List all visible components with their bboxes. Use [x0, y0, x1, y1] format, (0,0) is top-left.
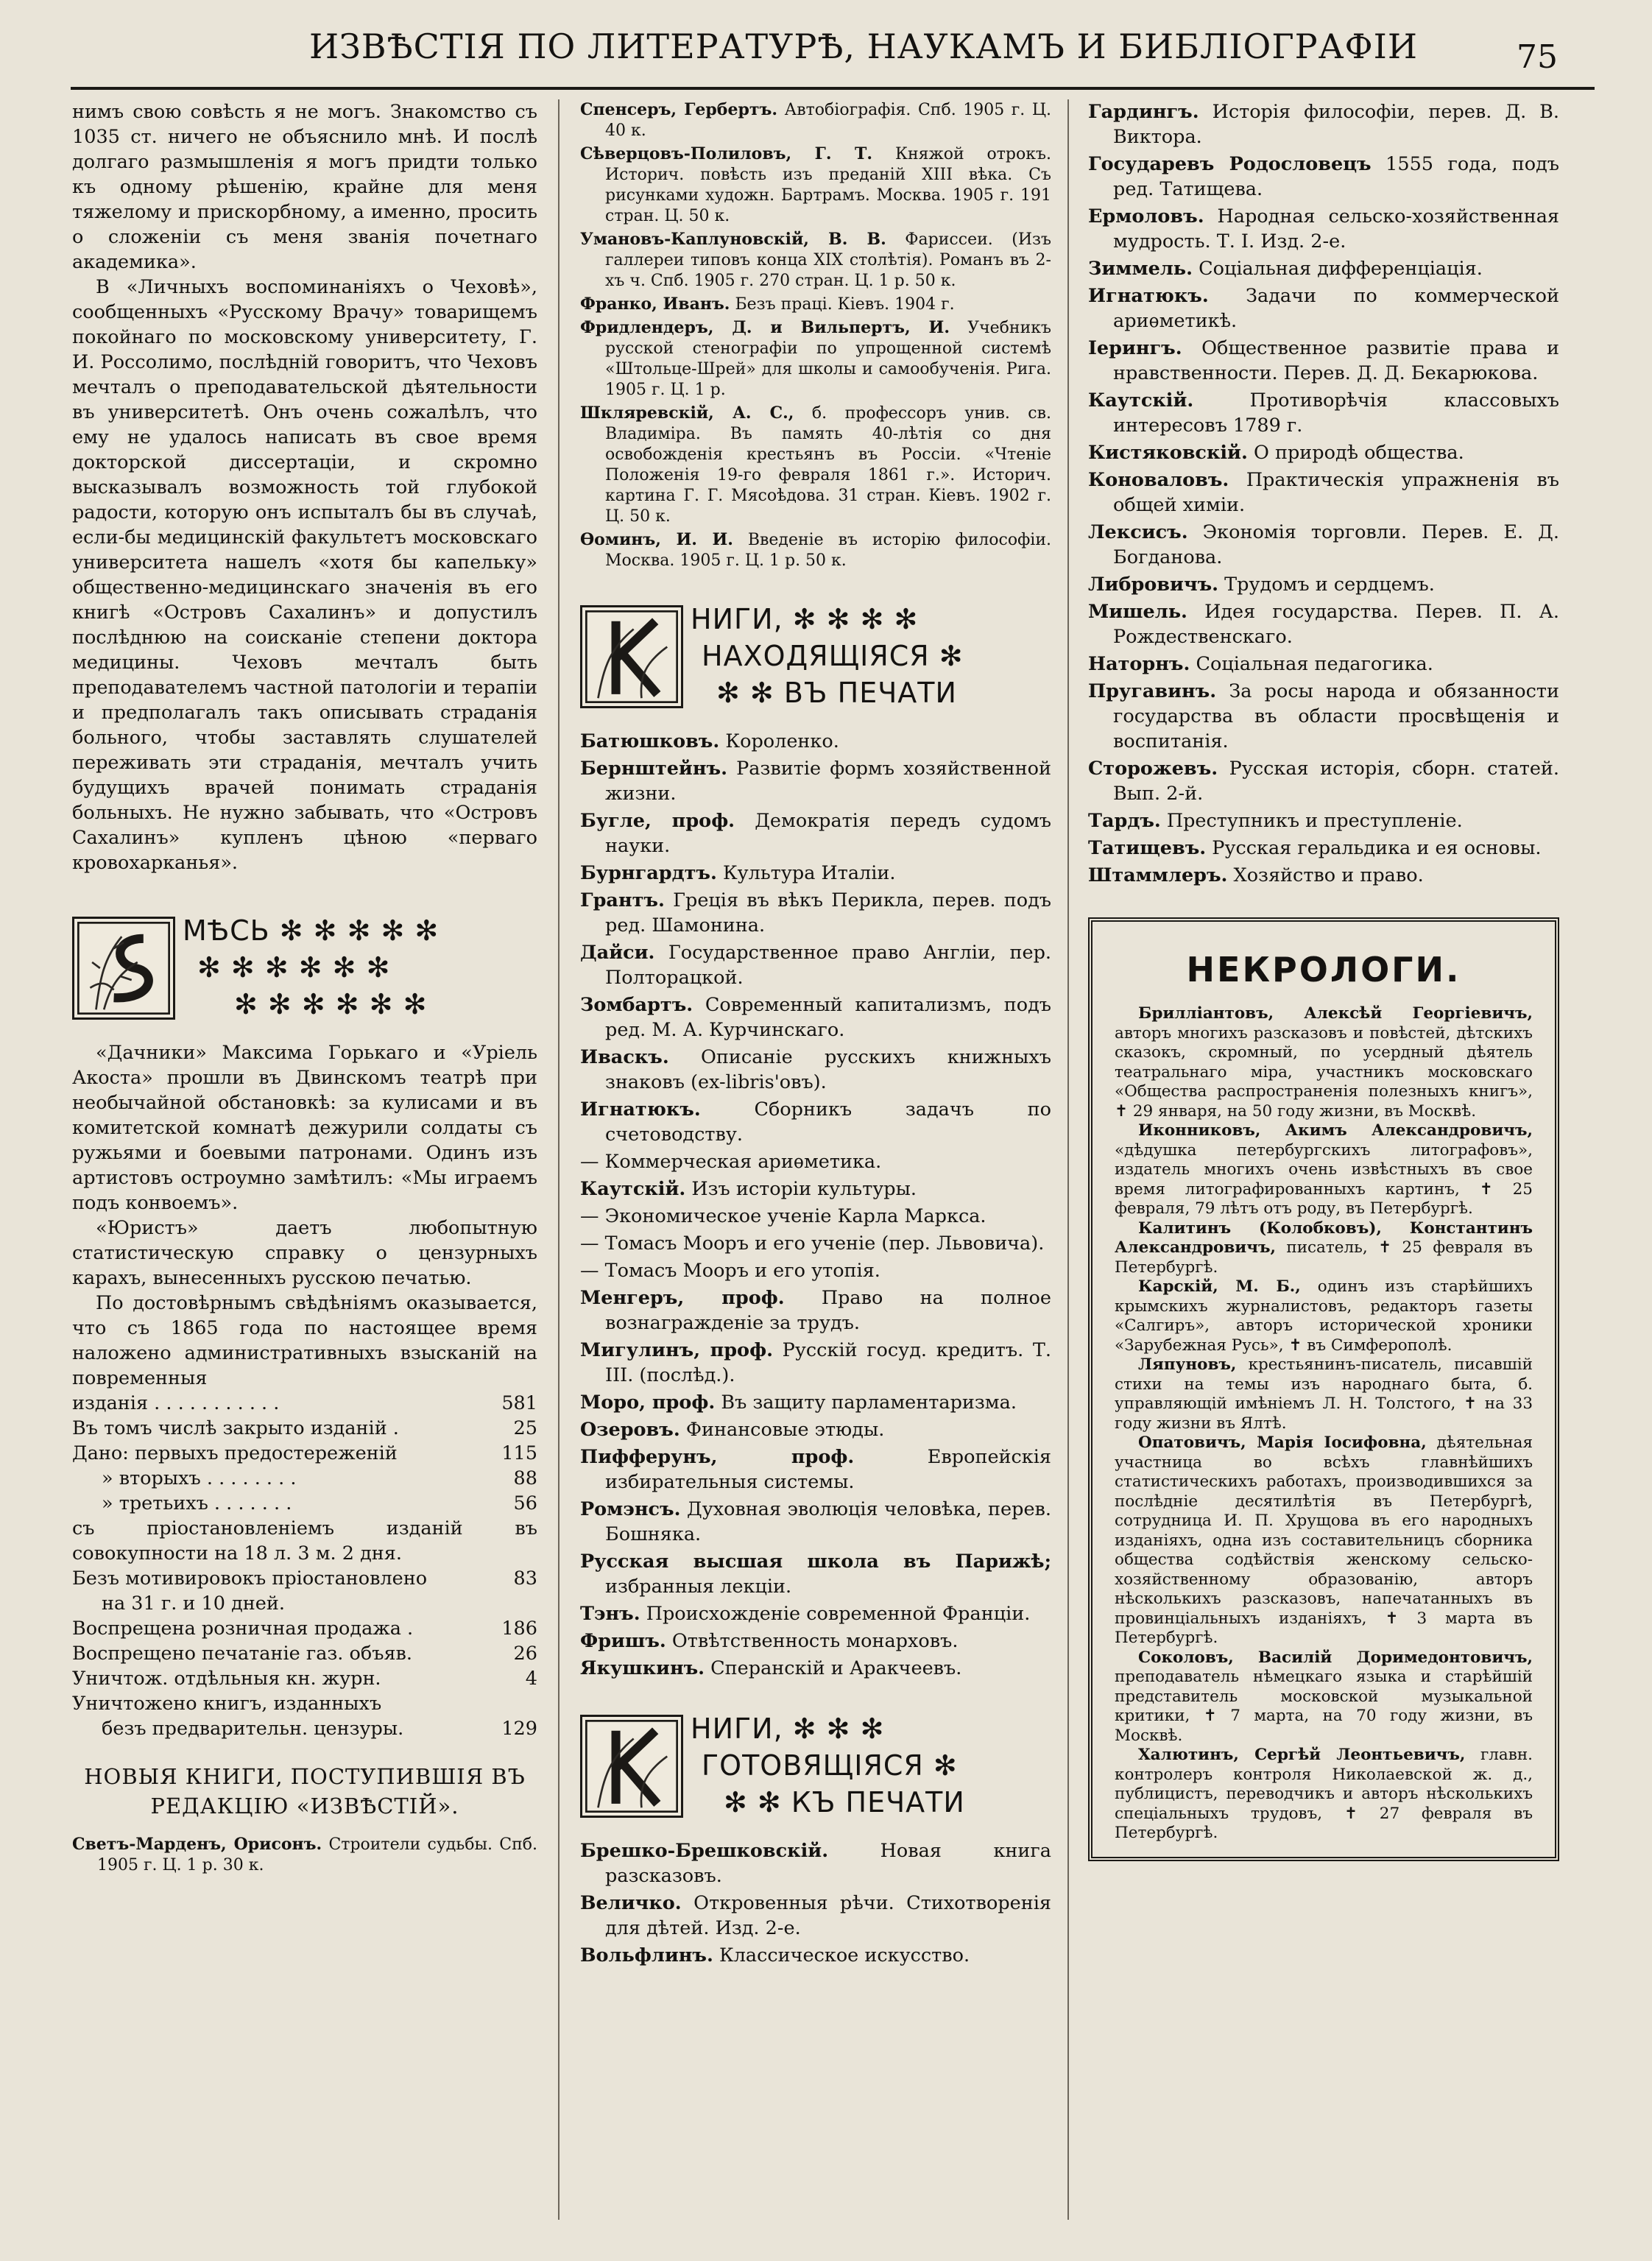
necrology-entry: Опатовичъ, Марія Іосифовна, дѣятельная участница во всѣхъ главнѣйшихъ статистическихъ работахъ, производившихся за послѣдніе десятилѣтія въ Петербургѣ, сотрудница И. П. Хрущова въ его народныхъ изданіяхъ, одна изъ составительницъ сборника общества содѣйствія женскому сельско-хозяйственному образованію, авторъ нѣсколькихъ разсказовъ, напечатанныхъ въ провинціальныхъ изданіяхъ, ✝ 3 марта въ Петербургѣ.	[1115, 1433, 1533, 1647]
column-divider	[1067, 99, 1069, 2220]
book-entry: Коноваловъ. Практическія упражненія въ общей химіи.	[1088, 469, 1559, 516]
book-entry: Игнатюкъ. Сборникъ задачъ по счетоводству.	[580, 1098, 1051, 1146]
book-entry: Величко. Откровенныя рѣчи. Стихотворенія для дѣтей. Изд. 2-е.	[580, 1892, 1051, 1939]
plant-ornament-icon	[582, 607, 681, 706]
stat-row: » третьихъ . . . . . . . 56	[102, 1492, 537, 1514]
chekhov-paragraph: В «Личныхъ воспоминаніяхъ о Чеховѣ», сообщенныхъ «Русскому Врачу» товарищемъ покойнаго по московскому университету, Г. И. Россолимо, послѣдній говоритъ, что Чеховъ мечталъ о преподавательской дѣятельности въ университетѣ. Онъ очень сожалѣлъ, что ему не удалось написать въ свое время докторской диссертаціи, и скромно высказывалъ возможность той глубокой радости, которую онъ испыталъ бы въ случаѣ, если-бы медицинскій факультетъ московскаго университета нашелъ «хотя бы капельку» общественно-медицинскаго значенія въ его книгѣ «Островъ Сахалинъ» и допустилъ послѣднюю на соисканіе степени доктора медицины. Чеховъ мечталъ быть преподавателемъ частной патологіи и терапіи и предполагалъ такъ описывать страданія больного, чтобы заставлять слушателей переживать эти страданія, мечталъ учить будущихъ врачей понимать страданія больныхъ. Не нужно забывать, что «Островъ Сахалинъ» купленъ цѣною «перваго кровохарканья».	[72, 276, 537, 874]
book-entry: Іерингъ. Общественное развитіе права и нравственности. Перев. Д. Д. Бекарюкова.	[1088, 337, 1559, 384]
running-title: ИЗВѢСТІЯ ПО ЛИТЕРАТУРѢ, НАУКАМЪ И БИБЛІОГРАФІИ	[309, 27, 1418, 66]
book-entry: Франко, Иванъ. Безъ працi. Кіевъ. 1904 г.	[580, 294, 955, 314]
book-entry: Тэнъ. Происхожденіе современной Франціи.	[580, 1603, 1031, 1625]
column-3	[1088, 99, 1559, 1861]
ornament-initial-k	[580, 605, 683, 708]
plant-ornament-icon	[74, 919, 173, 1017]
book-entry: Тардъ. Преступникъ и преступленіе.	[1088, 810, 1463, 832]
necrology-entry: Халютинъ, Сергѣй Леонтьевичъ, главн. контролеръ контроля Николаевской ж. д., публицистъ, переводчикъ и авторъ нѣсколькихъ спеціальныхъ трудовъ, ✝ 27 февраля въ Петербургѣ.	[1115, 1746, 1533, 1842]
book-entry: Ермоловъ. Народная сельско-хозяйственная мудрость. Т. I. Изд. 2-е.	[1088, 205, 1559, 253]
column-divider	[558, 99, 560, 2220]
necrology-box	[1088, 917, 1559, 1861]
stat-row: Уничтож. отдѣльныя кн. журн. 4	[72, 1668, 537, 1690]
book-entry: Зиммель. Соціальная дифференціація.	[1088, 258, 1483, 280]
preparing-list-continued	[1088, 99, 1559, 888]
necrology-entry: Соколовъ, Василій Доримедонтовичъ, преподаватель нѣмецкаго языка и старѣйшій представитель московской музыкальной критики, ✝ 7 марта, на 70 году жизни, въ Москвѣ.	[1115, 1648, 1533, 1745]
preparing-header-line1: НИГИ, ✻ ✻ ✻	[691, 1712, 885, 1745]
book-entry: Светъ-Марденъ, Орисонъ. Строители судьбы. Спб. 1905 г. Ц. 1 р. 30 к.	[72, 1835, 537, 1874]
book-entry: Ромэнсъ. Духовная эволюція человѣка, перев. Бошняка.	[580, 1498, 1051, 1545]
stat-row: Воспрещено печатаніе газ. объяв. 26	[72, 1643, 537, 1665]
stats-intro: По достовѣрнымъ свѣдѣніямъ оказывается, что съ 1865 года по настоящее время наложено административныхъ взысканій на повременныя	[72, 1292, 537, 1389]
book-entry: Пифферунъ, проф. Европейскія избирательныя системы.	[580, 1446, 1051, 1493]
smes-header-line3: ✻ ✻ ✻ ✻ ✻ ✻	[234, 988, 428, 1020]
smes-section-header	[72, 914, 537, 1033]
preparing-section-header	[580, 1712, 1051, 1831]
book-entry: Гардингъ. Исторія философіи, перев. Д. В. Виктора.	[1088, 101, 1559, 148]
column-1	[72, 99, 537, 1878]
page-number: 75	[1517, 38, 1558, 76]
book-entry: Мишель. Идея государства. Перев. П. А. Рождественскаго.	[1088, 601, 1559, 648]
stat-row: безъ предварительн. цензуры. 129	[102, 1718, 537, 1740]
preparing-header-line3: ✻ ✻ КЪ ПЕЧАТИ	[724, 1786, 965, 1819]
book-entry: Бернштейнъ. Развитіе формъ хозяйственной жизни.	[580, 758, 1051, 805]
new-books-list	[580, 99, 1051, 571]
book-entry: Фришъ. Отвѣтственность монарховъ.	[580, 1630, 959, 1652]
book-entry: Спенсеръ, Гербертъ. Автобіографія. Спб. 1905 г. Ц. 40 к.	[580, 100, 1051, 140]
stats-suspension: съ пріостановленіемъ изданій въ совокупности на 18 л. 3 м. 2 дня.	[72, 1517, 537, 1565]
book-entry: Умановъ-Каплуновскій, В. В. Фариссеи. (Изъ галлереи типовъ конца XIX столѣтія). Романъ въ 2-хъ ч. Спб. 1905 г. 270 стран. Ц. 1 р. 50 к.	[580, 230, 1052, 290]
necrology-entry: Иконниковъ, Акимъ Александровичъ, «дѣдушка петербургскихъ литографовъ», издатель многихъ очень извѣстныхъ въ свое время литографированныхъ картинъ, ✝ 25 февраля, 79 лѣтъ отъ роду, въ Петербургѣ.	[1115, 1121, 1533, 1218]
stat-row: Воспрещена розничная продажа . 186	[72, 1618, 537, 1640]
header-rule	[71, 87, 1595, 90]
book-entry: Государевъ Родословецъ 1555 года, подъ ред. Татищева.	[1088, 153, 1559, 200]
book-entry: Брешко-Брешковскій. Новая книга разсказовъ.	[580, 1840, 1051, 1887]
book-entry: Каутскій. Изъ исторіи культуры.	[580, 1178, 917, 1200]
book-entry: — Томасъ Мооръ и его ученіе (пер. Львовича).	[580, 1232, 1045, 1255]
plant-ornament-icon	[582, 1717, 681, 1816]
ornament-initial-k	[580, 1715, 683, 1818]
necrology-entry: Калитинъ (Колобковъ), Константинъ Александровичъ, писатель, ✝ 25 февраля въ Петербургѣ.	[1115, 1218, 1533, 1277]
stats-books-label: Уничтожено книгъ, изданныхъ	[72, 1693, 382, 1715]
book-entry: Грантъ. Греція въ вѣкъ Перикла, перев. подъ ред. Шамонина.	[580, 889, 1051, 937]
book-entry: Иваскъ. Описаніе русскихъ книжныхъ знаковъ (ex-libris'овъ).	[580, 1046, 1051, 1093]
book-entry: Дайси. Государственное право Англіи, пер. Полторацкой.	[580, 942, 1051, 989]
book-entry: Менгеръ, проф. Право на полное вознагражденіе за трудъ.	[580, 1287, 1052, 1334]
book-entry: Бугле, проф. Демократія передъ судомъ науки.	[580, 810, 1052, 857]
in-press-header-line1: НИГИ, ✻ ✻ ✻ ✻	[691, 603, 919, 635]
stats-no-motive-period: на 31 г. и 10 дней.	[102, 1592, 285, 1615]
book-entry: Русская высшая школа въ Парижѣ; избранныя лекціи.	[580, 1551, 1051, 1598]
book-entry: Якушкинъ. Сперанскій и Аракчеевъ.	[580, 1657, 962, 1679]
jurist-paragraph: «Юристъ» даетъ любопытную статистическую справку о цензурныхъ карахъ, вынесенныхъ русскою печатью.	[72, 1217, 537, 1289]
smes-header-line2: ✻ ✻ ✻ ✻ ✻ ✻	[197, 951, 391, 984]
necrology-title: НЕКРОЛОГИ.	[1186, 950, 1461, 990]
in-press-list	[580, 729, 1051, 1681]
book-entry: Фридлендеръ, Д. и Вильпертъ, И. Учебникъ русской стенографіи по упрощенной системѣ «Штольце-Шрей» для школы и самообученія. Рига. 1905 г. Ц. 1 р.	[580, 318, 1051, 399]
book-entry: Наторнъ. Соціальная педагогика.	[1088, 653, 1433, 675]
book-entry: Бурнгардтъ. Культура Италіи.	[580, 862, 896, 884]
preparing-list	[580, 1838, 1051, 1968]
book-entry: Игнатюкъ. Задачи по коммерческой ариѳметикѣ.	[1088, 285, 1559, 332]
in-press-section-header	[580, 605, 1051, 722]
book-entry: Татищевъ. Русская геральдика и ея основы.	[1088, 837, 1542, 859]
book-entry: — Коммерческая ариѳметика.	[580, 1151, 882, 1173]
book-entry: Батюшковъ. Короленко.	[580, 730, 839, 752]
book-entry: Вольфлинъ. Классическое искусство.	[580, 1944, 970, 1967]
stat-row: изданія . . . . . . . . . . . 581	[72, 1392, 537, 1414]
book-entry: Шкляревскій, А. С., б. профессоръ унив. св. Владиміра. Въ память 40-лѣтія со дня освобожденія крестьянъ въ Россіи. «Чтеніе Положенія 19-го февраля 1861 г.». Историч. картина Г. Г. Мясоѣдова. 31 стран. Кіевъ. 1902 г. Ц. 50 к.	[580, 403, 1052, 526]
new-books-heading: НОВЫЯ КНИГИ, ПОСТУПИВШІЯ ВЪ РЕДАКЦІЮ «ИЗВѢСТІЙ».	[84, 1764, 526, 1819]
necrology-entry: Ляпуновъ, крестьянинъ-писатель, писавшій стихи на темы изъ народнаго быта, б. управляющій имѣніемъ Л. Н. Толстого, ✝ на 33 году жизни въ Ялтѣ.	[1115, 1355, 1533, 1433]
book-entry: Зомбартъ. Современный капитализмъ, подъ ред. М. А. Курчинскаго.	[580, 994, 1051, 1041]
book-entry: — Экономическое ученіе Карла Маркса.	[580, 1205, 986, 1227]
book-entry: Пругавинъ. За росы народа и обязанности государства въ области просвѣщенія и воспитанія.	[1088, 680, 1560, 752]
book-entry: Мигулинъ, проф. Русскій госуд. кредитъ. Т. III. (послѣд.).	[580, 1339, 1052, 1386]
dachniki-paragraph: «Дачники» Максима Горькаго и «Уріель Акоста» прошли въ Двинскомъ театрѣ при необычайной обстановкѣ: за кулисами и въ комитетской комнатѣ дежурили солдаты съ ружьями и боевыми патронами. Одинъ изъ артистовъ остроумно замѣтилъ: «Мы играемъ подъ конвоемъ».	[72, 1042, 537, 1214]
ornament-initial-s	[72, 917, 175, 1020]
book-entry: Сѣверцовъ-Полиловъ, Г. Т. Княжой отрокъ. Историч. повѣсть изъ преданій XIII вѣка. Съ рисунками художн. Бартрамъ. Москва. 1905 г. 191 стран. Ц. 50 к.	[580, 144, 1051, 225]
book-entry: — Томасъ Мооръ и его утопія.	[580, 1260, 880, 1282]
stat-row: Безъ мотивировокъ пріостановлено 83	[72, 1567, 537, 1590]
intro-paragraph: нимъ свою совѣсть я не могъ. Знакомство съ 1035 ст. ничего не объяснило мнѣ. И послѣ долгаго размышленія я могъ придти только къ одному рѣшенію, крайне для меня тяжелому и прискорбному, а именно, просить о сложеніи съ меня званія почетнаго академика».	[72, 101, 537, 273]
column-2	[580, 99, 1051, 1970]
stat-row: » вторыхъ . . . . . . . . 88	[102, 1467, 537, 1489]
book-entry: Лексисъ. Экономія торговли. Перев. Е. Д. Богданова.	[1088, 521, 1559, 568]
necrology-entry: Брилліантовъ, Алексѣй Георгіевичъ, авторъ многихъ разсказовъ и повѣстей, дѣтскихъ сказокъ, скромный, по усердный дѣятель театральнаго міра, участникъ московскаго «Общества распространенія полезныхъ книгъ», ✝ 29 января, на 50 году жизни, въ Москвѣ.	[1115, 1004, 1533, 1121]
necrology-entry: Карскій, М. Б., одинъ изъ старѣйшихъ крымскихъ журналистовъ, редакторъ газеты «Салгиръ», авторъ исторической хроники «Зарубежная Русь», ✝ въ Симферополѣ.	[1115, 1277, 1533, 1355]
book-entry: Штаммлеръ. Хозяйство и право.	[1088, 864, 1424, 886]
book-entry: Сторожевъ. Русская исторія, сборн. статей. Вып. 2-й.	[1088, 758, 1560, 805]
book-entry: Каутскій. Противорѣчія классовыхъ интересовъ 1789 г.	[1088, 389, 1559, 437]
in-press-header-line2: НАХОДЯЩІЯСЯ ✻	[702, 640, 964, 672]
smes-header-line1: МѢСЬ ✻ ✻ ✻ ✻ ✻	[183, 914, 440, 947]
book-entry: Ѳоминъ, И. И. Введеніе въ исторію философіи. Москва. 1905 г. Ц. 1 р. 50 к.	[580, 530, 1051, 570]
book-entry: Озеровъ. Финансовые этюды.	[580, 1419, 885, 1441]
in-press-header-line3: ✻ ✻ ВЪ ПЕЧАТИ	[716, 677, 957, 709]
book-entry: Либровичъ. Трудомъ и сердцемъ.	[1088, 574, 1435, 596]
stat-row: Дано: первыхъ предостереженій 115	[72, 1442, 537, 1464]
stat-row: Въ томъ числѣ закрыто изданій . 25	[72, 1417, 537, 1439]
book-entry: Кистяковскій. О природѣ общества.	[1088, 442, 1464, 464]
preparing-header-line2: ГОТОВЯЩІЯСЯ ✻	[702, 1749, 958, 1782]
book-entry: Моро, проф. Въ защиту парламентаризма.	[580, 1391, 1017, 1414]
